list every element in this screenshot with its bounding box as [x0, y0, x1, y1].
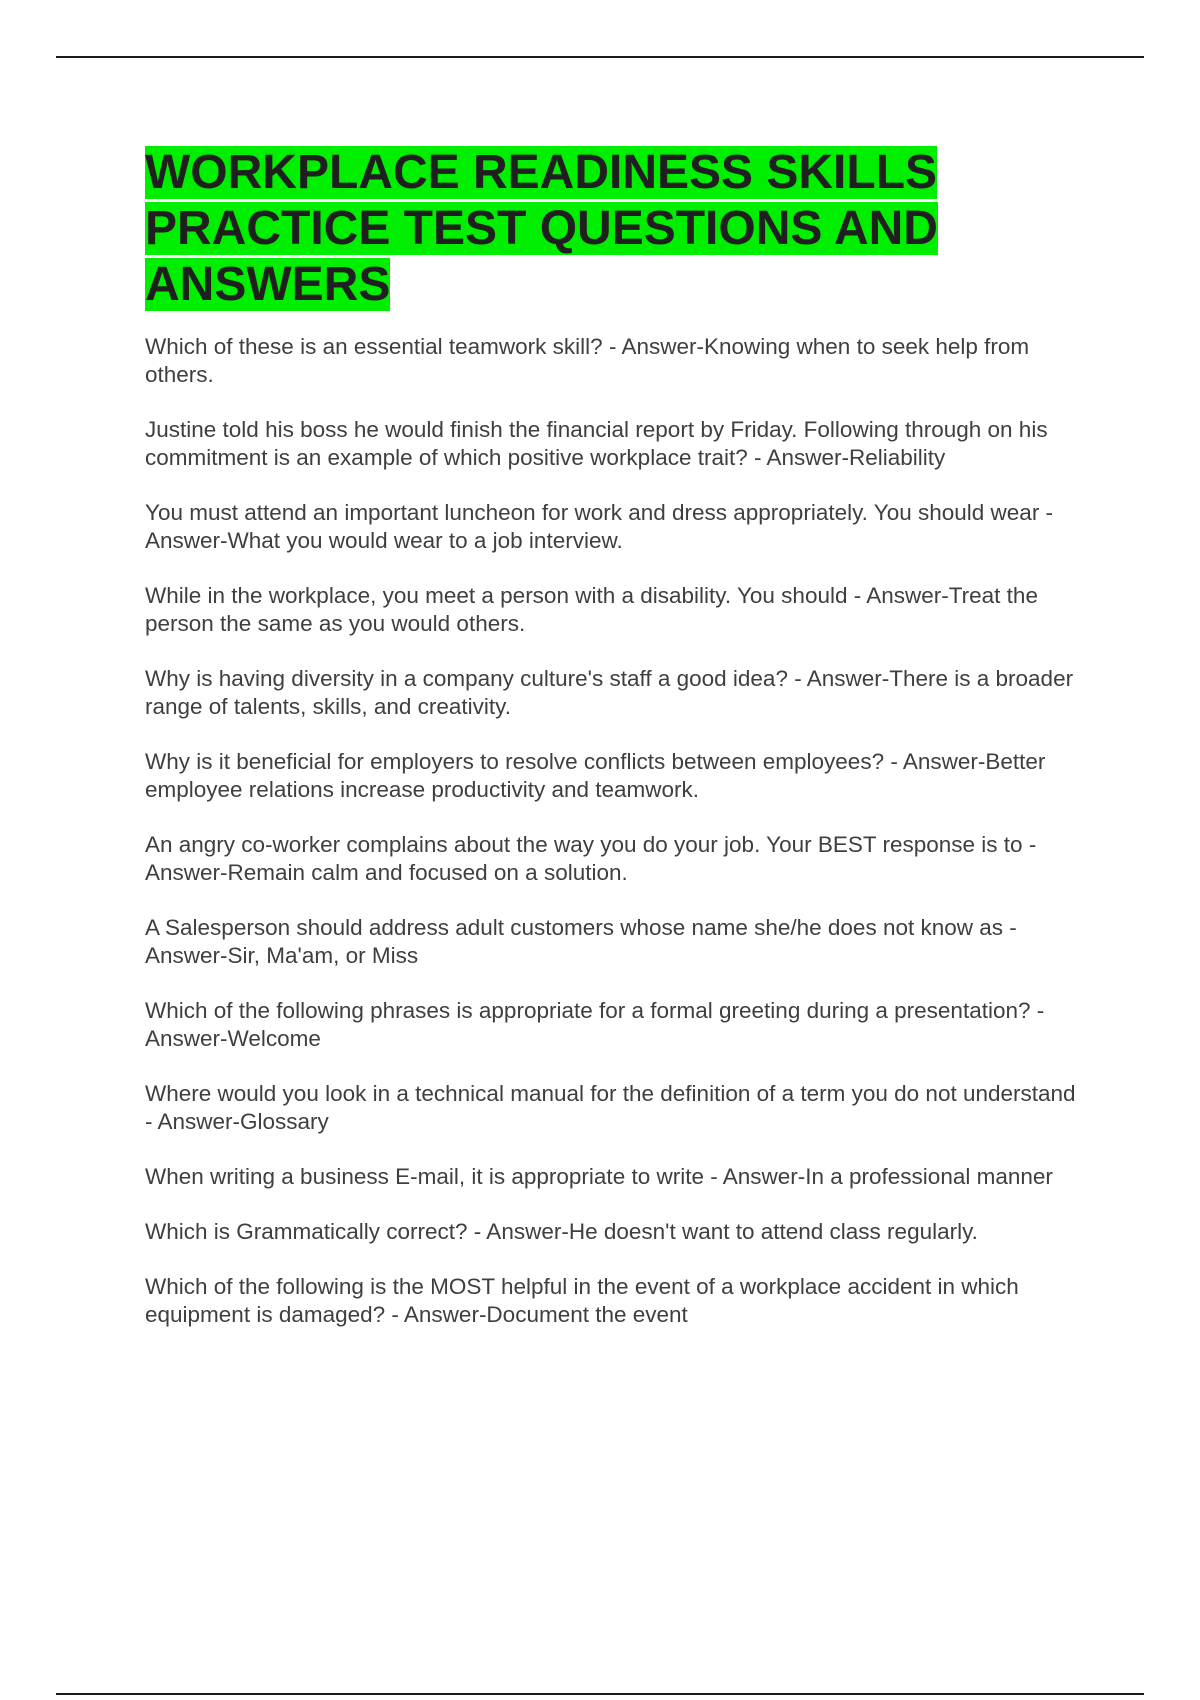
- qa-item: Justine told his boss he would finish the financial report by Friday. Following through on his commitment is an example of which positive workplace trait? - Answer-Reliability: [145, 417, 1048, 470]
- top-rule: [56, 56, 1144, 58]
- qa-item: Why is it beneficial for employers to resolve conflicts between employees? - Answer-Better employee relations increase productivity and teamwork.: [145, 749, 1046, 802]
- qa-item: An angry co-worker complains about the way you do your job. Your BEST response is to - Answer-Remain calm and focused on a solution.: [145, 832, 1037, 885]
- qa-item: Which is Grammatically correct? - Answer-He doesn't want to attend class regularly.: [145, 1219, 978, 1244]
- qa-item: Which of these is an essential teamwork skill? - Answer-Knowing when to seek help from others.: [145, 334, 1030, 387]
- bottom-rule: [56, 1693, 1144, 1695]
- qa-item: Where would you look in a technical manual for the definition of a term you do not understand - Answer-Glossary: [145, 1081, 1076, 1134]
- document-title-text: WORKPLACE READINESS SKILLS PRACTICE TEST QUESTIONS AND ANSWERS: [145, 146, 938, 311]
- document-title: [145, 145, 945, 313]
- document-body: [145, 145, 1085, 1356]
- qa-item: Which of the following phrases is appropriate for a formal greeting during a presentation? - Answer-Welcome: [145, 998, 1045, 1051]
- qa-item: Why is having diversity in a company culture's staff a good idea? - Answer-There is a broader range of talents, skills, and creativity.: [145, 666, 1074, 719]
- qa-list: [145, 333, 1085, 1329]
- qa-item: You must attend an important luncheon for work and dress appropriately. You should wear - Answer-What you would wear to a job interview.: [145, 500, 1054, 553]
- qa-item: Which of the following is the MOST helpful in the event of a workplace accident in which equipment is damaged? - Answer-Document the event: [145, 1274, 1019, 1327]
- qa-item: While in the workplace, you meet a person with a disability. You should - Answer-Treat the person the same as you would others.: [145, 583, 1038, 636]
- qa-item: A Salesperson should address adult customers whose name she/he does not know as - Answer-Sir, Ma'am, or Miss: [145, 915, 1017, 968]
- qa-item: When writing a business E-mail, it is appropriate to write - Answer-In a professional manner: [145, 1164, 1053, 1189]
